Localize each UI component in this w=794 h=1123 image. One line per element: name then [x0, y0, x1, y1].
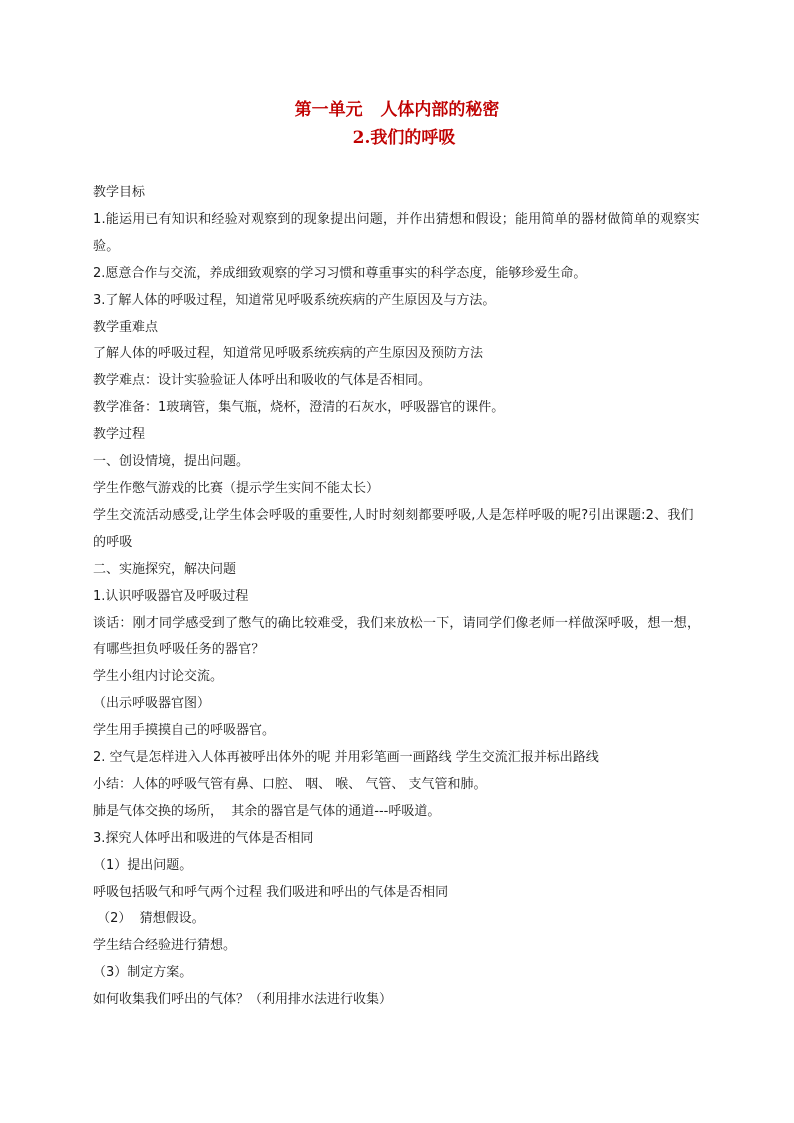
- paragraph: 学生用手摸摸自己的呼吸器官。: [93, 723, 276, 739]
- paragraph: （1）提出问题。: [93, 857, 193, 873]
- difficult-point: 教学难点：设计实验验证人体呼出和吸收的气体是否相同。: [93, 373, 432, 389]
- step-2-heading: 二、实施探究，解决问题: [93, 561, 237, 577]
- objective-2: 2.愿意合作与交流，养成细致观察的学习习惯和尊重事实的科学态度，能够珍爱生命。: [93, 265, 587, 281]
- summary: 小结：人体的呼吸气管有鼻、口腔、 咽、 喉、 气管、 支气管和肺。: [93, 776, 487, 792]
- paragraph: 谈话：刚才同学感受到了憋气的确比较难受，我们来放松一下，请同学们像老师一样做深呼吸，想一想，有哪些担负呼吸任务的器官？: [93, 615, 701, 658]
- sub-heading: 3.探究人体呼出和吸进的气体是否相同: [93, 830, 314, 846]
- section-heading-process: 教学过程: [93, 427, 146, 443]
- paragraph: 学生作憋气游戏的比赛（提示学生实间不能太长）: [93, 480, 380, 496]
- paragraph: 2. 空气是怎样进入人体再被呼出体外的呢 并用彩笔画一画路线 学生交流汇报并标出路线: [93, 750, 599, 766]
- section-heading-objectives: 教学目标: [93, 185, 146, 200]
- objective-1: 1.能运用已有知识和经验对观察到的现象提出问题，并作出猜想和假设；能用简单的器材做简单的观察实验。: [93, 211, 700, 254]
- paragraph: 肺是气体交换的场所， 其余的器官是气体的通道---呼吸道。: [93, 803, 441, 819]
- title-block: [0, 96, 794, 152]
- paragraph: 如何收集我们呼出的气体？（利用排水法进行收集）: [93, 992, 393, 1008]
- objective-3: 3.了解人体的呼吸过程，知道常见呼吸系统疾病的产生原因及与方法。: [93, 292, 496, 308]
- paragraph: 学生结合经验进行猜想。: [93, 938, 237, 954]
- lesson-title: 2.我们的呼吸: [352, 128, 456, 148]
- sub-heading: 1.认识呼吸器官及呼吸过程: [93, 588, 249, 604]
- preparation: 教学准备：1玻璃管，集气瓶，烧杯，澄清的石灰水，呼吸器官的课件。: [93, 400, 505, 416]
- paragraph: （2） 猜想假设。: [93, 911, 205, 927]
- paragraph: 学生小组内讨论交流。: [93, 669, 224, 685]
- paragraph: 学生交流活动感受,让学生体会呼吸的重要性,人时时刻刻都要呼吸,人是怎样呼吸的呢?引出课题:2、我们的呼吸: [93, 507, 694, 550]
- unit-title: 第一单元 人体内部的秘密: [294, 100, 500, 120]
- paragraph: 呼吸包括吸气和呼气两个过程 我们吸进和呼出的气体是否相同: [93, 884, 449, 900]
- step-1-heading: 一、创设情境，提出问题。: [93, 454, 250, 470]
- paragraph: （出示呼吸器官图）: [93, 696, 211, 712]
- key-point: 了解人体的呼吸过程，知道常见呼吸系统疾病的产生原因及预防方法: [93, 346, 484, 362]
- section-heading-key-points: 教学重难点: [93, 319, 159, 335]
- paragraph: （3）制定方案。: [93, 965, 193, 981]
- lesson-body: [93, 180, 705, 1014]
